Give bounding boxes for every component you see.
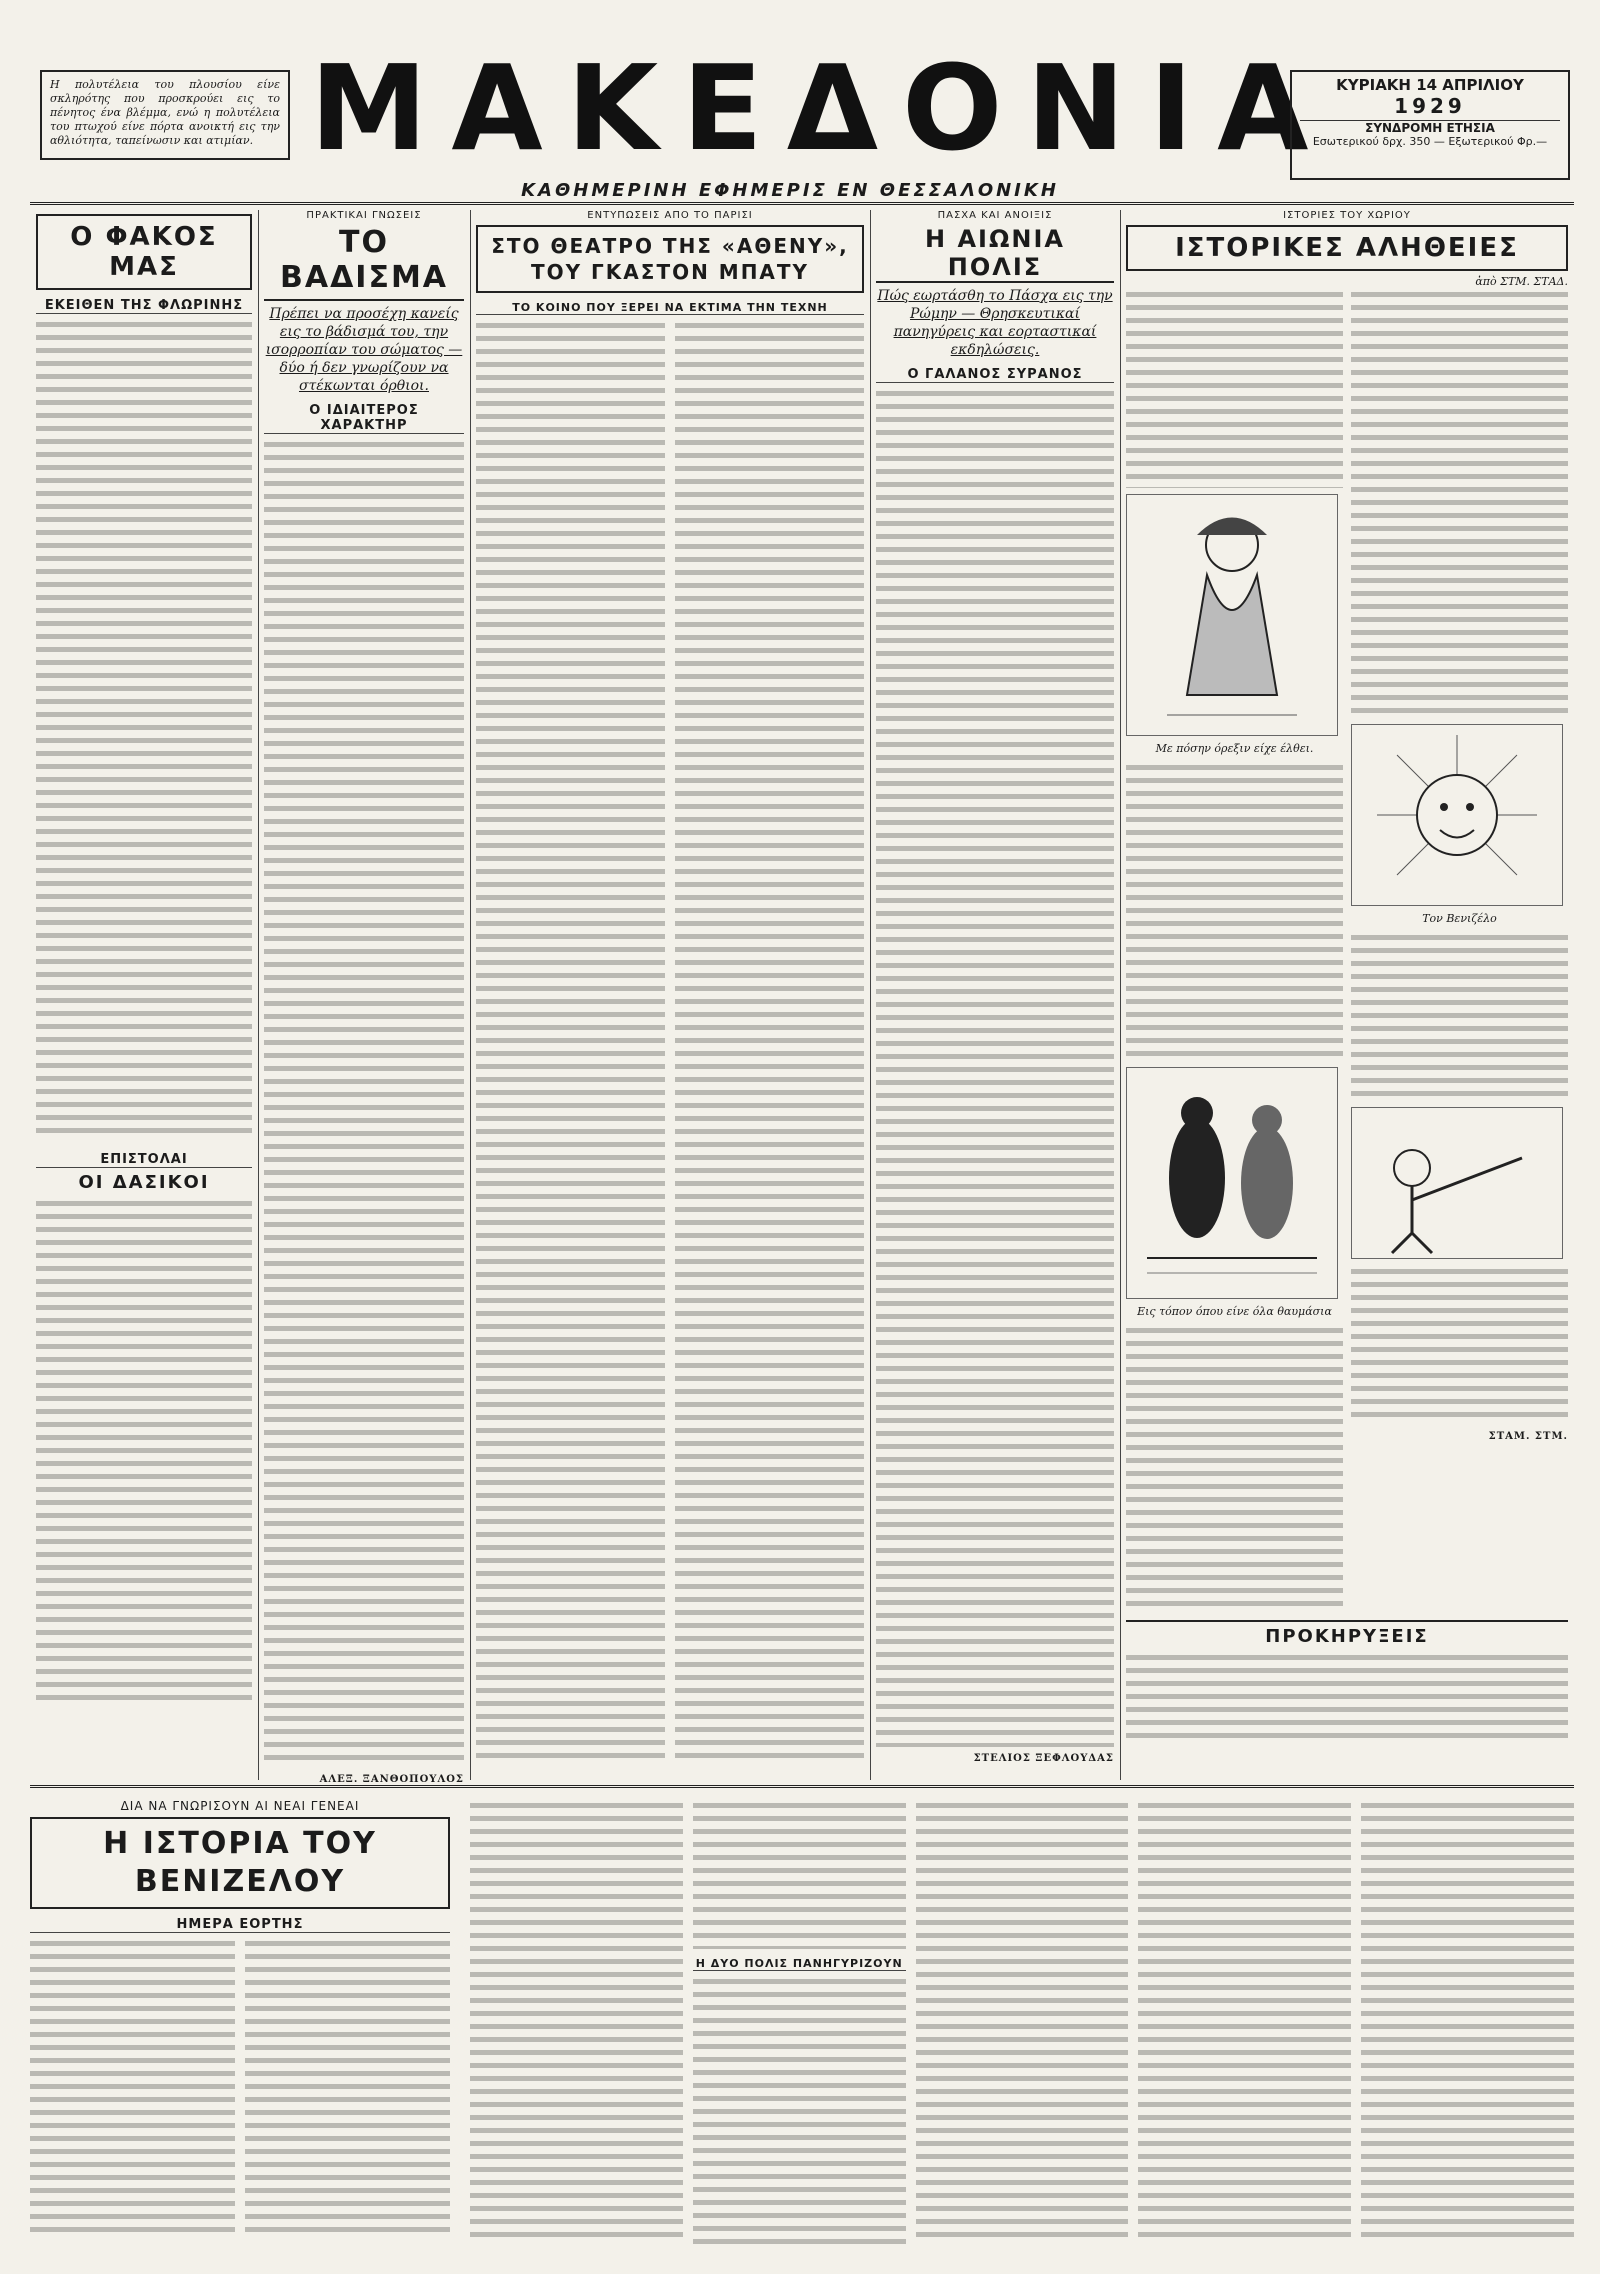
section-label: ΕΠΙΣΤΟΛΑΙ	[36, 1152, 252, 1168]
newspaper-page	[30, 40, 1574, 2250]
article-author-note: ἀπὸ ΣΤΜ. ΣΤΑΔ.	[1475, 275, 1568, 288]
article-body	[1351, 1265, 1568, 1425]
newspaper-subtitle: ΚΑΘΗΜΕΡΙΝΗ ΕΦΗΜΕΡΙΣ ΕΝ ΘΕΣΣΑΛΟΝΙΚΗ	[521, 180, 1059, 201]
article-body	[675, 319, 864, 1759]
article-body	[476, 319, 665, 1759]
article-body	[30, 1937, 235, 2237]
article-headline: ΤΟ ΒΑΔΙΣΜΑ	[264, 225, 464, 301]
article-body	[693, 1975, 906, 2245]
article-headline: ΠΡΟΚΗΡΥΞΕΙΣ	[1126, 1620, 1568, 1647]
text-column	[693, 1799, 906, 2245]
lower-section	[30, 1785, 1574, 2250]
article-body	[1351, 931, 1568, 1101]
article-kicker: ΕΝΤΥΠΩΣΕΙΣ ΑΠΟ ΤΟ ΠΑΡΙΣΙ	[587, 210, 753, 221]
issue-year: 1929	[1394, 94, 1466, 118]
article-body	[1138, 1799, 1351, 2239]
article-body	[264, 438, 464, 1768]
cartoon-pointing-illustration	[1351, 1107, 1563, 1259]
article-headline: Ο ΦΑΚΟΣ ΜΑΣ	[36, 214, 252, 290]
article-columns	[476, 319, 864, 1759]
article-body	[916, 1799, 1129, 2239]
article-headline: ΙΣΤΟΡΙΚΕΣ ΑΛΗΘΕΙΕΣ	[1126, 225, 1568, 271]
masthead	[30, 39, 1574, 201]
article-body	[1361, 1799, 1574, 2239]
text-column	[1361, 1799, 1574, 2245]
article-headline: ΣΤΟ ΘΕΑΤΡΟ ΤΗΣ «ΑΘΕΝΥ», ΤΟΥ ΓΚΑΣΤΟΝ ΜΠΑΤΥ	[476, 225, 864, 293]
article-columns	[30, 1937, 450, 2237]
article-body	[876, 387, 1114, 1747]
venizelos-portrait-illustration	[1351, 724, 1563, 906]
article-subhead: ΗΜΕΡΑ ΕΟΡΤΗΣ	[30, 1917, 450, 1933]
article-kicker: ΠΑΣΧΑ ΚΑΙ ΑΝΟΙΞΙΣ	[937, 210, 1053, 221]
newspaper-title: ΜΑΚΕΔΟΝΙΑ	[310, 39, 1333, 177]
article-deck: Πρέπει να προσέχη κανείς εις το βάδισμά του, την ισορροπίαν του σώματος — δύο ή δεν γνωρίζουν να στέκωνται όρθιοι.	[265, 306, 463, 394]
article-headline: Η ΑΙΩΝΙΑ ΠΟΛΙΣ	[876, 225, 1114, 283]
illustration-caption: Εις τόπον όπου είνε όλα θαυμάσια	[1137, 1305, 1332, 1318]
article-subhead: Η ΔΥΟ ΠΟΛΙΣ ΠΑΝΗΓΥΡΙΖΟΥΝ	[693, 1957, 906, 1971]
column-fakos	[30, 210, 258, 1707]
text-column	[1138, 1799, 1351, 2245]
story-left-column	[1126, 288, 1343, 1614]
article-body	[1126, 1651, 1568, 1746]
venizelos-history-column	[30, 1799, 450, 2237]
article-headline: Η ΙΣΤΟΡΙΑ ΤΟΥ ΒΕΝΙΖΕΛΟΥ	[30, 1817, 450, 1909]
masthead-epigraph: Η πολυτέλεια του πλουσίου είνε σκληρότης που προσκρούει εις το πένητος ένα βλέμμα, ενώ η πολυτέλεια του πτωχού είνε πόρτα ανοικτή εις την αθλιότητα, ταπείνωσιν και ατιμίαν.	[40, 70, 290, 160]
issue-date: ΚΥΡΙΑΚΗ 14 ΑΠΡΙΛΙΟΥ	[1336, 76, 1524, 94]
article-subhead: Ο ΓΑΛΑΝΟΣ ΣΥΡΑΝΟΣ	[876, 367, 1114, 383]
cartoon-figures-illustration	[1126, 1067, 1338, 1299]
text-column	[916, 1799, 1129, 2245]
article-body	[36, 318, 252, 1138]
article-byline: ΑΛΕΞ. ΞΑΝΘΟΠΟΥΛΟΣ	[319, 1774, 464, 1785]
article-body	[1126, 1324, 1343, 1614]
article-subhead: ΕΚΕΙΘΕΝ ΤΗΣ ΦΛΩΡΙΝΗΣ	[36, 298, 252, 314]
column-rome	[870, 210, 1120, 1764]
article-kicker: ΙΣΤΟΡΙΕΣ ΤΟΥ ΧΩΡΙΟΥ	[1283, 210, 1411, 221]
article-subhead: ΤΟ ΚΟΙΝΟ ΠΟΥ ΞΕΡΕΙ ΝΑ ΕΚΤΙΜΑ ΤΗΝ ΤΕΧΝΗ	[476, 301, 864, 315]
subscription-price: Εσωτερικού δρχ. 350 — Εξωτερικού Φρ.—	[1312, 135, 1548, 148]
article-byline: ΣΤΕΛΙΟΣ ΞΕΦΛΟΥΔΑΣ	[973, 1753, 1114, 1764]
article-columns	[1126, 288, 1568, 1614]
text-column	[470, 1799, 683, 2245]
illustration-caption: Με πόσην όρεξιν είχε έλθει.	[1155, 742, 1314, 755]
article-deck: Πώς εωρτάσθη το Πάσχα εις την Ρώμην — Θρησκευτικαί πανηγύρεις και εορταστικαί εκδηλώσεις.	[877, 288, 1113, 358]
article-headline: ΟΙ ΔΑΣΙΚΟΙ	[78, 1172, 210, 1193]
column-theatre	[470, 210, 870, 1759]
article-subhead: Ο ΙΔΙΑΙΤΕΡΟΣ ΧΑΡΑΚΤΗΡ	[264, 403, 464, 434]
masthead-rule	[30, 202, 1574, 205]
lower-text-columns	[470, 1799, 1574, 2245]
column-badisma	[258, 210, 470, 1785]
article-body	[1126, 288, 1343, 488]
article-body	[693, 1799, 906, 1949]
cartoon-man-illustration	[1126, 494, 1338, 736]
date-box	[1290, 70, 1570, 180]
article-body	[245, 1937, 450, 2237]
article-kicker: ΔΙΑ ΝΑ ΓΝΩΡΙΣΟΥΝ ΑΙ ΝΕΑΙ ΓΕΝΕΑΙ	[120, 1799, 360, 1813]
article-kicker: ΠΡΑΚΤΙΚΑΙ ΓΝΩΣΕΙΣ	[306, 210, 422, 221]
article-body	[1126, 761, 1343, 1061]
column-village-stories	[1120, 210, 1574, 1746]
subscription-label: ΣΥΝΔΡΟΜΗ ΕΤΗΣΙΑ	[1300, 120, 1560, 135]
illustration-caption: Τον Βενιζέλο	[1422, 912, 1497, 925]
article-body	[470, 1799, 683, 2239]
article-body	[36, 1197, 252, 1707]
article-body	[1351, 288, 1568, 718]
article-byline: ΣΤΑΜ. ΣΤΜ.	[1488, 1431, 1568, 1442]
story-right-column	[1351, 288, 1568, 1614]
